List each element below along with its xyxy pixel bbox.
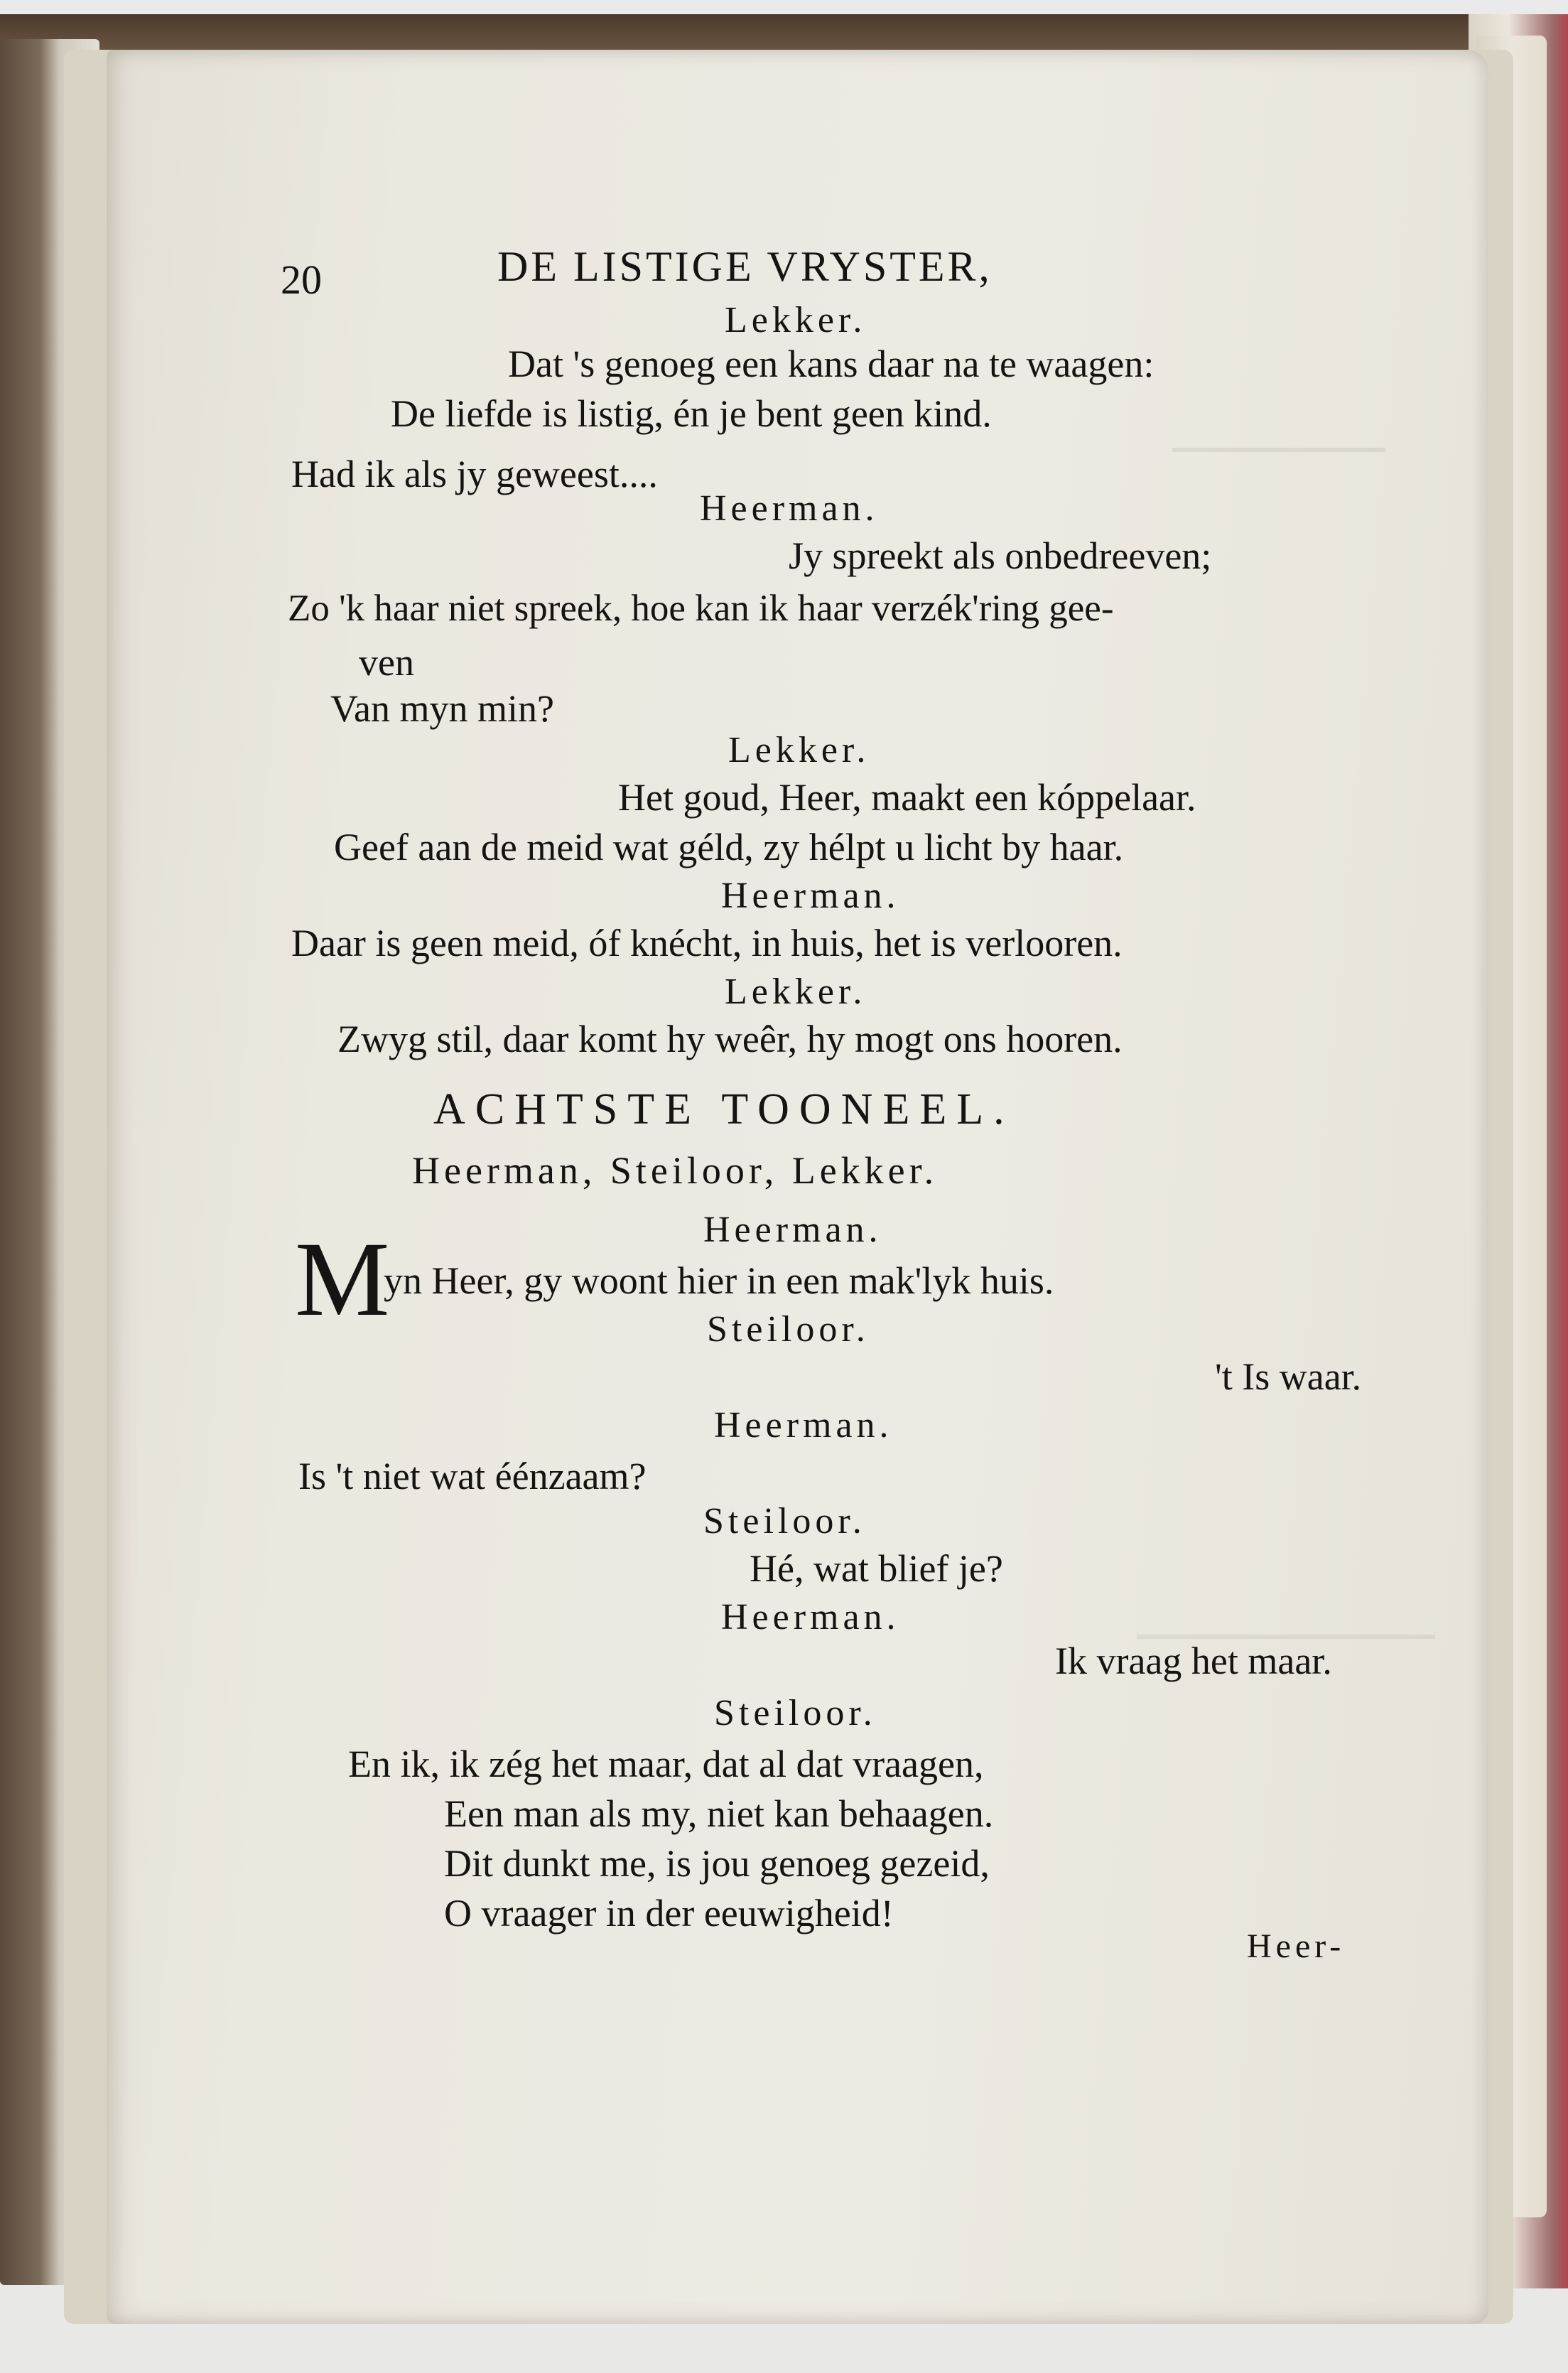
speaker-label: Steiloor. <box>714 1693 877 1733</box>
verse-line: Zo 'k haar niet spreek, hoe kan ik haar verzék'ring gee- <box>288 588 1114 629</box>
verse-line: Het goud, Heer, maakt een kóppelaar. <box>618 776 1196 819</box>
verse-line: ven <box>359 641 414 684</box>
verse-line: Jy spreekt als onbedreeven; <box>789 534 1212 577</box>
speaker-label: Heerman. <box>703 1210 882 1250</box>
verse-line: Zwyg stil, daar komt hy weêr, hy mogt ons hooren. <box>337 1018 1123 1060</box>
speaker-label: Heerman. <box>700 488 879 529</box>
speaker-label: Heerman. <box>714 1405 893 1446</box>
speaker-label: Heerman. <box>721 876 900 916</box>
running-title: DE LISTIGE VRYSTER, <box>497 243 993 290</box>
verse-line: Dat 's genoeg een kans daar na te waagen: <box>508 343 1155 385</box>
speaker-label: Lekker. <box>725 972 867 1012</box>
verse-line: Een man als my, niet kan behaagen. <box>444 1792 994 1835</box>
speaker-label: Heerman. <box>721 1597 900 1637</box>
drop-cap: M <box>295 1220 390 1338</box>
verse-line: Had ik als jy geweest.... <box>291 453 658 495</box>
verse-line: Geef aan de meid wat géld, zy hélpt u licht by haar. <box>334 826 1124 868</box>
verse-line: Ik vraag het maar. <box>1055 1640 1332 1682</box>
speaker-label: Steiloor. <box>703 1501 866 1541</box>
bleed-through-mark <box>1172 448 1385 480</box>
verse-line: En ik, ik zég het maar, dat al dat vraagen, <box>348 1743 984 1785</box>
page-number: 20 <box>281 257 322 303</box>
speaker-label: Steiloor. <box>707 1309 870 1350</box>
character-list: Heerman, Steiloor, Lekker. <box>412 1149 939 1192</box>
speaker-label: Lekker. <box>728 730 870 770</box>
verse-line: O vraager in der eeuwigheid! <box>444 1892 894 1935</box>
verse-line: Van myn min? <box>330 687 554 730</box>
speaker-label: Lekker. <box>725 300 867 340</box>
verse-line: Daar is geen meid, óf knécht, in huis, het is verlooren. <box>291 922 1123 964</box>
scene-title: ACHTSTE TOONEEL. <box>433 1085 1015 1134</box>
verse-line: Is 't niet wat éénzaam? <box>298 1455 647 1497</box>
verse-line: De liefde is listig, én je bent geen kind. <box>391 392 992 435</box>
verse-line: yn Heer, gy woont hier in een mak'lyk huis. <box>384 1259 1054 1302</box>
catchword: Heer- <box>1247 1927 1346 1965</box>
verse-line: Hé, wat blief je? <box>750 1547 1003 1590</box>
verse-line: Dit dunkt me, is jou genoeg gezeid, <box>444 1842 990 1885</box>
verse-line: 't Is waar. <box>1215 1355 1362 1398</box>
